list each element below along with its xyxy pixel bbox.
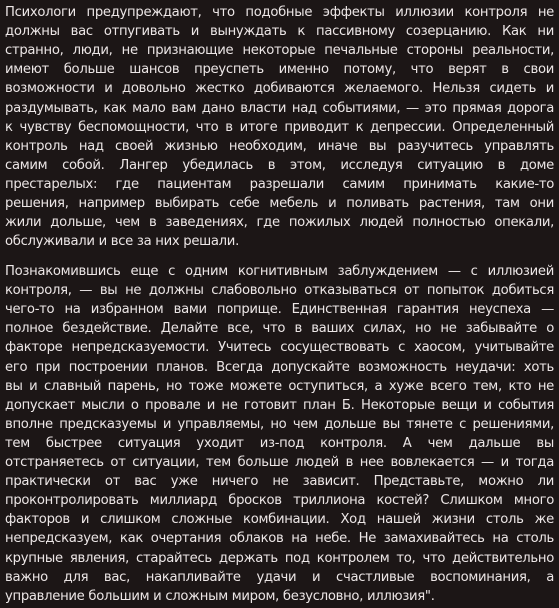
text-line: самим собой. Лангер убедилась в этом, исследуя ситуацию в доме xyxy=(5,157,554,173)
text-line: жили дольше, чем в заведениях, где пожилых людей полностью опекали, xyxy=(5,215,554,231)
text-line: допускает мысли о провале и не готовит план Б. Некоторые вещи и события xyxy=(5,397,554,413)
text-line: практически от вас уже ничего не зависит. Представьте, можно ли xyxy=(5,474,554,490)
text-line: странно, люди, не признающие некоторые печальные стороны реальности, xyxy=(5,43,554,59)
text-line: полное бездействие. Делайте все, что в ваших силах, но не забывайте о xyxy=(5,321,554,337)
text-line: обслуживали и все за них решали. xyxy=(5,234,239,250)
text-line: имеют больше шансов преуспеть именно потому, что верят в свои xyxy=(5,62,554,78)
text-line: его при построении планов. Всегда допускайте возможность неудачи: хоть xyxy=(5,359,554,375)
text-line: факторов и слишком сложные комбинации. Ход нашей жизни столь же xyxy=(5,512,554,528)
text-line: вполне предсказуемы и управляемы, но чем дольше вы тянете с решениями, xyxy=(5,416,554,432)
text-line: чего-то на избранном вами поприще. Единственная гарантия неуспеха — xyxy=(5,302,554,318)
text-line: проконтролировать миллиард бросков триллиона костей? Слишком много xyxy=(5,493,554,509)
text-line: непредсказуем, как очертания облаков на небе. Не замахивайтесь на столь xyxy=(5,531,554,547)
text-line: престарелых: где пациентам разрешали самим принимать какие-то xyxy=(5,176,554,192)
text-line: крупные явления, старайтесь держать под контролем то, что действительно xyxy=(5,550,554,566)
text-line: Познакомившись еще с одним когнитивным заблуждением — с иллюзией xyxy=(5,264,554,279)
text-line: раздумывать, как мало вам дано власти над событиями, — это прямая дорога xyxy=(5,100,554,116)
text-line: важно для вас, накапливайте удачи и счастливые воспоминания, а xyxy=(5,569,554,585)
text-line: решения, например выбирать себе мебель и поливать растения, там они xyxy=(5,196,554,211)
text-line: управление большим и сложным миром, безусловно, иллюзия". xyxy=(5,588,435,604)
text-line: контроль над своей жизнью необходим, иначе вы разучитесь управлять xyxy=(5,138,554,154)
text-line: отстраняетесь от ситуации, тем больше людей в нее вовлекается — и тогда xyxy=(5,455,554,470)
text-line: должны вас отпугивать и вынуждать к пассивному созерцанию. Как ни xyxy=(5,24,554,40)
text-line: контроля, — вы не должны слабовольно отказываться от попыток добиться xyxy=(5,283,554,299)
text-line: вы и славный парень, но тоже можете оступиться, а хуже всего тем, кто не xyxy=(5,378,554,394)
text-line: факторе непредсказуемости. Учитесь сосуществовать с хаосом, учитывайте xyxy=(5,340,554,356)
text-line: к чувству беспомощности, что в итоге приводит к депрессии. Определенный xyxy=(5,119,554,135)
text-line: Психологи предупреждают, что подобные эффекты иллюзии контроля не xyxy=(5,5,554,20)
text-line: тем быстрее ситуация уходит из-под контроля. А чем дальше вы xyxy=(5,435,554,451)
text-line: возможности и довольно жестко добиваются желаемого. Нельзя сидеть и xyxy=(5,81,554,97)
